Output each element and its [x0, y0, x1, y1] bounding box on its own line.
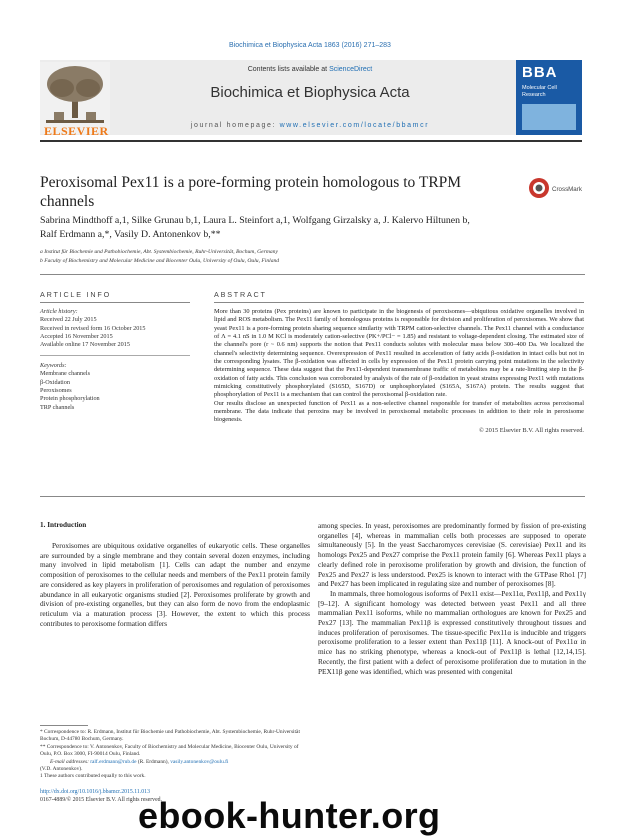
abstract-body: [214, 308, 584, 435]
affiliation-divider: [40, 274, 585, 275]
info-separator: [40, 355, 190, 356]
affiliations: [40, 248, 585, 265]
issn-line: 0167-4889/© 2015 Elsevier B.V. All rights reserved.: [40, 796, 162, 803]
copyright-notice: © 2015 Elsevier B.V. All rights reserved.: [478, 426, 584, 434]
crossmark-icon[interactable]: [528, 176, 588, 200]
intro-paragraph-2: among species. In yeast, peroxisomes are predominantly formed by fission of pre-existing organelles [4], whereas in mammalian cells both processes are supposed to operate simultaneously [5]. In the yeast Saccharomyces cerevisiae (S. cerevisiae) Pex11 and its homologs Pex25 and Pex27 comprise the Pex11 protein family [6]. Whereas Pex11 plays a clearly defined role in peroxisome proliferation by growth and division, the function of Pex25 and Pex27 is less understood. Pex25 is known to interact with the GTPase Rho1 [7] and Pex27 has been implicated in regulating size and number of peroxisomes [8].: [318, 521, 586, 589]
journal-name: Biochimica et Biophysica Acta: [210, 84, 410, 101]
watermark: ebook-hunter.org: [138, 795, 441, 836]
journal-cover-image: [516, 60, 582, 135]
email-link-antonenkov[interactable]: vasily.antonenkov@oulu.fi: [170, 758, 229, 765]
affiliation-b: b Faculty of Biochemistry and Molecular Medicine and Biocenter Oulu, University of Oulu, Oulu, Finland: [40, 257, 280, 264]
journal-citation-link[interactable]: Biochimica et Biophysica Acta 1863 (2016) 271–283: [229, 42, 391, 49]
author-list: [40, 214, 585, 242]
footnote-email-name: (V.D. Antonenkov).: [40, 766, 83, 773]
author-line-1: Sabrina Mindthoff a,1, Silke Grunau b,1, Laura L. Steinfort a,1, Wolfgang Girzalsky a, J. Kalervo Hiltunen b,: [40, 215, 470, 226]
history-item: Received 22 July 2015: [40, 316, 97, 324]
cover-title: BBA: [522, 64, 558, 81]
history-item: Available online 17 November 2015: [40, 341, 130, 349]
email-link-erdmann[interactable]: ralf.erdmann@rub.de: [90, 758, 137, 765]
introduction-heading: 1. Introduction: [40, 521, 87, 529]
article-info: [40, 308, 190, 412]
article-info-heading: ARTICLE INFO: [40, 290, 111, 299]
info-divider: [40, 302, 190, 303]
abstract-heading: ABSTRACT: [214, 290, 267, 299]
footnote-divider: [40, 725, 88, 726]
journal-homepage: journal homepage: www.elsevier.com/locate/bbamcr: [190, 122, 430, 129]
abstract-paragraph-1: More than 30 proteins (Pex proteins) are known to participate in the biogenesis of peroxisomes—ubiquitous oxidative organelles involved in lipid and ROS metabolism. The Pex11 family of homologous proteins is responsible for division and proliferation of peroxisomes. We show that yeast Pex11 is a pore-forming protein sharing sequence similarity with TRPM cation-selective channels. The Pex11 channel with a conductance of Λ = 4.1 nS in 1.0 M KCl is moderately cation-selective (PK+/PCl− = 1.85) and resistant to voltage-dependent closing. The estimated size of the channel's pore (r ~ 0.6 nm) supports the notion that Pex11 conducts solutes with molecular mass below 300–400 Da. We localized the channel's selectivity determining sequence. Overexpression of Pex11 resulted in acceleration of fatty acids β-oxidation in intact cells but not in the corresponding lysates. The β-oxidation was affected in cells by expression of the Pex11 protein carrying point mutations in the selectivity determining sequence. These data suggest that the Pex11-dependent transmembrane traffic of metabolites may be a rate-limiting step in the β-oxidation of fatty acids. This conclusion was corroborated by analysis of the rate of β-oxidation in yeast strains expressing Pex11 with mutations mimicking constitutively phosphorylated (S165D, S167D) or unphosphorylated (S165A, S167A) protein. The results suggest that phosphorylation of Pex11 is a mechanism that can control the peroxisomal β-oxidation rate.: [214, 308, 584, 399]
doi-link[interactable]: http://dx.doi.org/10.1016/j.bbamcr.2015.11.013: [40, 789, 150, 795]
cover-artwork: [522, 104, 576, 130]
author-line-2: Ralf Erdmann a,*, Vasily D. Antonenkov b,**: [40, 229, 221, 240]
footnotes: [40, 729, 310, 781]
header-divider: [40, 140, 582, 142]
contents-line: Contents lists available at ScienceDirect: [247, 66, 373, 73]
footnote-corresponding-1: * Correspondence to: R. Erdmann, Institut für Biochemie und Pathobiochemie, Abt. Systembiochemie, Ruhr-Universität Bochum, D-44780 Bochum, Germany.: [40, 729, 300, 743]
cover-subtitle: Molecular Cell Research: [522, 85, 557, 98]
crossmark-label: CrossMark: [552, 186, 582, 193]
abstract-end-divider: [40, 496, 585, 497]
intro-paragraph-1: Peroxisomes are ubiquitous oxidative organelles of eukaryotic cells. These organelles are surrounded by a single membrane and they contain several dozen enzymes, including many involved in lipid metabolism [1]. Cells can adapt the number and enzyme composition of peroxisomes to the cellular needs and members of the Pex11 protein family are considered as key players in proliferation of peroxisomes and regulation of peroxisomes abundance in all eukaryotic organisms studied [2]. Peroxisomes proliferate by growth and division of pre-existing organelles, but they can also form de novo from the endoplasmic reticulum via a maturation process [3]. However, the extent to which this process contributes to peroxisome formation differs: [40, 541, 310, 628]
intro-left-column: [40, 541, 310, 628]
elsevier-wordmark: ELSEVIER: [44, 124, 109, 138]
abstract-divider: [214, 302, 584, 303]
footnote-emails: E-mail addresses: ralf.erdmann@rub.de (R. Erdmann), vasily.antonenkov@oulu.fi: [50, 758, 229, 765]
history-label: Article history:: [40, 308, 78, 315]
history-item: Received in revised form 16 October 2015: [40, 324, 146, 332]
keyword: Peroxisomes: [40, 387, 72, 395]
history-item: Accepted 16 November 2015: [40, 332, 113, 340]
homepage-link[interactable]: www.elsevier.com/locate/bbamcr: [279, 122, 430, 129]
abstract-paragraph-2: Our results disclose an unexpected function of Pex11 as a non-selective channel responsible for transfer of metabolites across peroxisomal membrane. The data indicate that peroxins may be involved in peroxisomal metabolic processes in addition to their role in peroxisome biogenesis.: [214, 399, 584, 424]
keyword: Membrane channels: [40, 370, 90, 378]
sciencedirect-link[interactable]: ScienceDirect: [329, 66, 373, 73]
keyword: TRP channels: [40, 403, 75, 411]
footnote-corresponding-2: ** Correspondence to: V. Antonenkov, Faculty of Biochemistry and Molecular Medicine, Biocenter Oulu, University of Oulu, P.O. Box 3000, FI-90014 Oulu, Finland.: [40, 743, 299, 758]
keywords-label: Keywords:: [40, 362, 67, 370]
keyword: Protein phosphorylation: [40, 395, 100, 403]
article-title: Peroxisomal Pex11 is a pore-forming protein homologous to TRPM channels: [40, 174, 462, 210]
affiliation-a: a Institut für Biochemie und Pathobiochemie, Abt. Systembiochemie, Ruhr-Universität, Bochum, Germany: [40, 249, 278, 255]
footnote-equal-contribution: 1 These authors contributed equally to this work.: [40, 773, 146, 780]
intro-right-column: [318, 521, 586, 676]
intro-paragraph-3: In mammals, three homologous isoforms of Pex11 exist—Pex11α, Pex11β, and Pex11γ [9–12]. A significant homology was detected between yeast Pex11 and all three mammalian Pex11 isoforms, while no mammalian orthologues are known for Pex25 and Pex27 [13]. The mammalian Pex11β is expressed constitutively throughout tissues and induces proliferation of peroxisomes. The tissue-specific Pex11α is inducible and triggers peroxisome proliferation to a lesser extent than Pex11β [11]. A knock-out of Pex11α in mice has no striking phenotype, whereas a knock-out of Pex11β is lethal [12,14,15]. Recently, the first patient with a defect of peroxisome proliferation due to mutation in the PEX11β gene was identified, which was presented with congenital: [318, 588, 586, 676]
keyword: β-Oxidation: [40, 378, 70, 386]
